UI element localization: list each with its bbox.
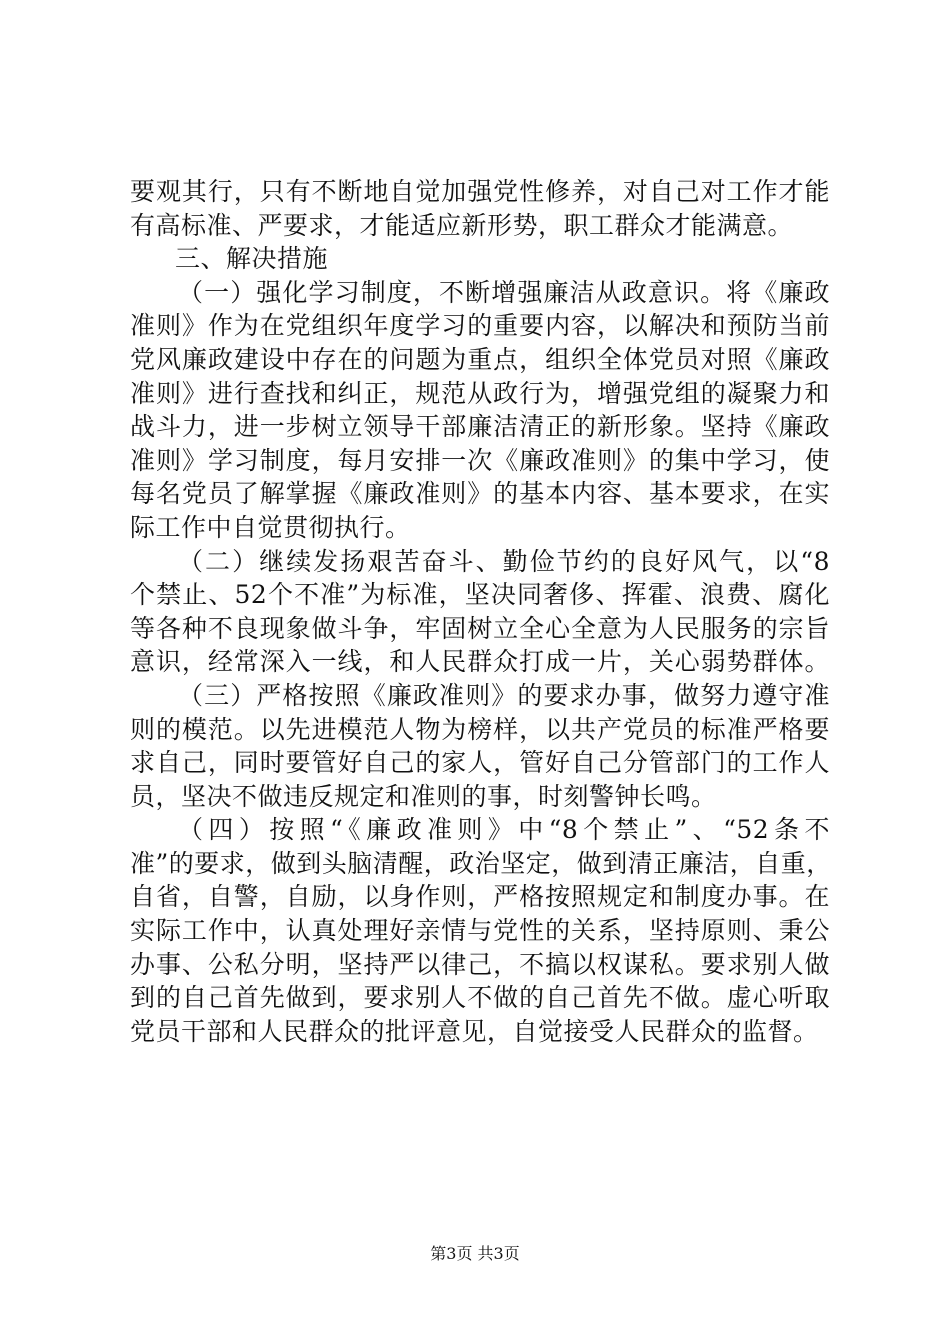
text-line: 要观其行，只有不断地自觉加强党性修养，对自己对工作才能 [130, 177, 830, 206]
text-line: 则的模范。以先进模范人物为榜样，以共产党员的标准严格要 [130, 714, 830, 744]
text-line: （二）继续发扬艰苦奋斗、勤俭节约的良好风气，以“8 [178, 546, 830, 576]
text-line: 际工作中自觉贯彻执行。 [130, 512, 411, 542]
text-line: 准则》作为在党组织年度学习的重要内容，以解决和预防当前 [130, 311, 830, 341]
text-line: 有高标准、严要求，才能适应新形势，职工群众才能满意。 [130, 210, 794, 240]
text-line: 求自己，同时要管好自己的家人，管好自己分管部门的工作人 [130, 748, 830, 778]
text-line: 实际工作中，认真处理好亲情与党性的关系，坚持原则、秉公 [130, 916, 830, 946]
text-line: 等各种不良现象做斗争，牢固树立全心全意为人民服务的宗旨 [130, 613, 830, 643]
text-line: 党风廉政建设中存在的问题为重点，组织全体党员对照《廉政 [130, 344, 830, 374]
text-line: （四）按照“《廉政准则》中“8个禁止”、“52条不 [178, 815, 830, 845]
text-line: 每名党员了解掌握《廉政准则》的基本内容、基本要求，在实 [130, 479, 830, 509]
page-footer [0, 1244, 950, 1264]
text-line: 到的自己首先做到，要求别人不做的自己首先不做。虚心听取 [130, 983, 830, 1013]
text-line: 意识，经常深入一线，和人民群众打成一片，关心弱势群体。 [130, 647, 830, 677]
text-line: 自省，自警，自励，以身作则，严格按照规定和制度办事。在 [130, 882, 830, 912]
document-body [130, 175, 830, 1048]
text-line: 战斗力，进一步树立领导干部廉洁清正的新形象。坚持《廉政 [130, 412, 830, 442]
text-line: 党员干部和人民群众的批评意见，自觉接受人民群众的监督。 [130, 1016, 819, 1046]
text-line: （三）严格按照《廉政准则》的要求办事，做努力遵守准 [178, 680, 830, 710]
text-line: 员，坚决不做违反规定和准则的事，时刻警钟长鸣。 [130, 781, 717, 811]
text-line: 准则》学习制度，每月安排一次《廉政准则》的集中学习，使 [130, 445, 830, 475]
page-number-label: 第3页 共3页 [430, 1244, 520, 1263]
section-heading: 三、解决措施 [175, 244, 329, 274]
text-line: 个禁止、52个不准”为标准，坚决同奢侈、挥霍、浪费、腐化 [130, 580, 830, 610]
text-line: 办事、公私分明，坚持严以律己，不搞以权谋私。要求别人做 [130, 949, 830, 979]
text-line: （一）强化学习制度，不断增强廉洁从政意识。将《廉政 [178, 277, 830, 307]
text-line: 准则》进行查找和纠正，规范从政行为，增强党组的凝聚力和 [130, 378, 830, 408]
text-line: 准”的要求，做到头脑清醒，政治坚定，做到清正廉洁，自重， [130, 848, 832, 878]
